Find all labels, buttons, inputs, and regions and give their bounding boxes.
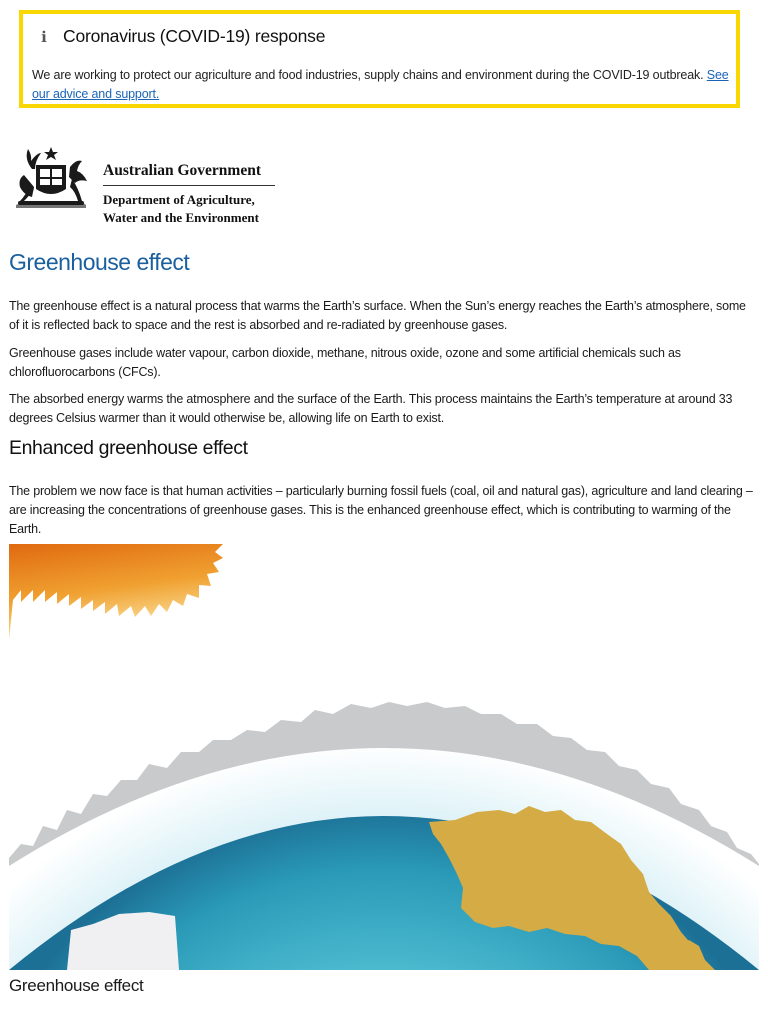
page-title: Greenhouse effect (9, 249, 190, 275)
sun-icon (9, 544, 223, 640)
covid-banner-message: We are working to protect our agriculture and food industries, supply chains and environment during the COVID-19 outbreak. (32, 68, 704, 82)
article-paragraph-3: The absorbed energy warms the atmosphere and the surface of the Earth. This process maintains the Earth’s temperature at around 33 degrees Celsius warmer than it would otherwise be, allowing life on Earth to exist. (9, 392, 733, 425)
figure-caption: Greenhouse effect (9, 976, 144, 995)
covid-advice-link[interactable]: See our advice and support. (32, 68, 729, 101)
covid-banner-header (39, 26, 325, 47)
logo-department-name: Department of Agriculture, Water and the Environment (103, 192, 259, 225)
article-paragraph-2: Greenhouse gases include water vapour, carbon dioxide, methane, nitrous oxide, ozone and some artificial chemicals such as chlorofluorocarbons (CFCs). (9, 346, 681, 379)
covid-banner (19, 10, 740, 108)
info-icon: ℹ (41, 27, 47, 46)
section-heading: Enhanced greenhouse effect (9, 437, 248, 459)
greenhouse-effect-illustration (9, 544, 759, 970)
logo-divider (103, 185, 275, 186)
covid-banner-title: Coronavirus (COVID-19) response (63, 26, 326, 46)
covid-banner-text (32, 66, 730, 104)
government-logo[interactable] (10, 145, 280, 230)
article-paragraph-1: The greenhouse effect is a natural process that warms the Earth’s surface. When the Sun’s energy reaches the Earth’s atmosphere, some of it is reflected back to space and the rest is absorbed and re-radiated by greenhouse gases. (9, 299, 746, 332)
coat-of-arms-icon (10, 145, 92, 215)
article-paragraph-4: The problem we now face is that human activities – particularly burning fossil fuels (coal, oil and natural gas), agriculture and land clearing – are increasing the concentrations of greenhouse gases. This is the enhanced greenhouse effect, which is contributing to warming of the Earth. (9, 484, 753, 536)
logo-government-name: Australian Government (103, 162, 262, 179)
